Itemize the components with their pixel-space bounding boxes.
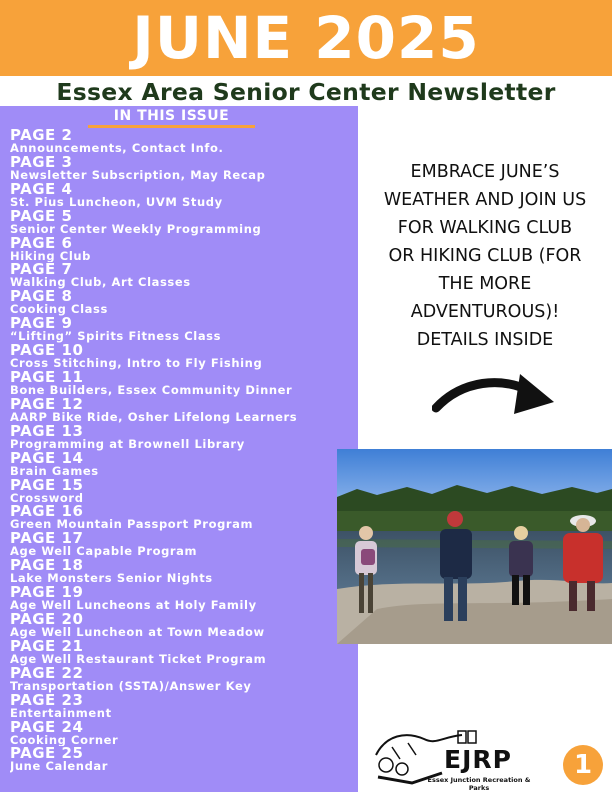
toc-page-number: PAGE 24 (10, 719, 84, 736)
toc-page-number: PAGE 22 (10, 665, 84, 682)
toc-page-number: PAGE 13 (10, 423, 84, 440)
toc-description: Programming at Brownell Library (10, 436, 245, 451)
toc-description: Crossword (10, 490, 84, 505)
promo-line: THE MORE (438, 274, 532, 294)
toc-description: Bone Builders, Essex Community Dinner (10, 383, 293, 397)
newsletter-month-title: JUNE 2025 (132, 4, 480, 72)
toc-page-number: PAGE 9 (10, 316, 73, 333)
hikers-lake-photo (337, 449, 612, 644)
toc-description: Age Well Restaurant Ticket Program (10, 651, 267, 666)
toc-page-number: PAGE 19 (10, 585, 84, 602)
curved-arrow-icon (432, 370, 556, 420)
promo-line: DETAILS INSIDE (416, 330, 554, 350)
newsletter-subtitle: Essex Area Senior Center Newsletter (56, 78, 556, 106)
toc-description: Transportation (SSTA)/Answer Key (10, 678, 252, 693)
toc-item (10, 558, 355, 585)
toc-page-number: PAGE 12 (10, 396, 84, 413)
toc-page-number: PAGE 6 (10, 235, 73, 252)
toc-description: Announcements, Contact Info. (10, 141, 224, 155)
toc-item (10, 128, 355, 155)
toc-item (10, 370, 355, 397)
toc-description: Senior Center Weekly Programming (10, 221, 262, 236)
toc-item (10, 639, 355, 666)
ejrp-logo-name: EJRP (444, 745, 512, 774)
title-banner (0, 0, 612, 76)
toc-page-number: PAGE 2 (10, 128, 73, 144)
toc-item (10, 504, 355, 531)
toc-page-number: PAGE 5 (10, 208, 73, 225)
promo-line: WEATHER AND JOIN US (383, 190, 587, 210)
toc-item (10, 343, 355, 370)
toc-page-number: PAGE 4 (10, 181, 73, 198)
toc-description: Age Well Capable Program (10, 544, 198, 559)
toc-item (10, 478, 355, 505)
toc-page-number: PAGE 21 (10, 638, 84, 655)
toc-description: Cross Stitching, Intro to Fly Fishing (10, 356, 263, 371)
toc-item (10, 209, 355, 236)
toc-description: Green Mountain Passport Program (10, 517, 254, 532)
toc-page-number: PAGE 23 (10, 692, 84, 709)
toc-page-number: PAGE 17 (10, 531, 84, 548)
toc-item (10, 182, 355, 209)
toc-item (10, 424, 355, 451)
toc-item (10, 720, 355, 747)
toc-description: Age Well Luncheon at Town Meadow (10, 625, 265, 639)
ejrp-logo-subtitle: Essex Junction Recreation & Parks (427, 776, 531, 792)
toc-item (10, 397, 355, 424)
toc-page-number: PAGE 3 (10, 154, 73, 171)
toc-item (10, 693, 355, 720)
toc-description: June Calendar (10, 759, 109, 774)
toc-page-number: PAGE 11 (10, 370, 84, 387)
toc-page-number: PAGE 20 (10, 612, 84, 629)
toc-description: Walking Club, Art Classes (10, 275, 191, 290)
toc-description: AARP Bike Ride, Osher Lifelong Learners (10, 409, 298, 424)
toc-page-number: PAGE 14 (10, 450, 84, 467)
toc-item (10, 531, 355, 558)
toc-item (10, 585, 355, 612)
toc-description: Entertainment (10, 705, 112, 720)
toc-description: “Lifting” Spirits Fitness Class (10, 329, 222, 344)
toc-description: Age Well Luncheons at Holy Family (10, 598, 257, 613)
toc-description: Brain Games (10, 463, 99, 478)
toc-item (10, 262, 355, 289)
toc-page-number: PAGE 18 (10, 558, 84, 575)
toc-description: Newsletter Subscription, May Recap (10, 167, 266, 182)
toc-description: Lake Monsters Senior Nights (10, 571, 213, 586)
toc-page-number: PAGE 7 (10, 262, 73, 279)
toc-page-number: PAGE 25 (10, 746, 84, 763)
toc-item (10, 289, 355, 316)
table-of-contents-list (10, 128, 355, 773)
toc-page-number: PAGE 15 (10, 477, 84, 494)
promo-line: EMBRACE JUNE’S (410, 162, 560, 182)
toc-item (10, 236, 355, 263)
page-number-badge: 1 (563, 745, 603, 785)
walking-hiking-club-promo (362, 158, 608, 354)
promo-line: OR HIKING CLUB (FOR (388, 246, 582, 266)
toc-description: Hiking Club (10, 248, 91, 263)
promo-line: FOR WALKING CLUB (397, 218, 573, 238)
toc-description: Cooking Class (10, 302, 108, 317)
toc-item (10, 746, 355, 773)
in-this-issue-heading: IN THIS ISSUE (113, 108, 230, 124)
toc-item (10, 666, 355, 693)
toc-description: St. Pius Luncheon, UVM Study (10, 194, 223, 209)
toc-item (10, 316, 355, 343)
toc-item (10, 451, 355, 478)
promo-line: ADVENTUROUS)! (410, 302, 560, 322)
toc-item (10, 612, 355, 639)
toc-page-number: PAGE 16 (10, 504, 84, 521)
toc-page-number: PAGE 8 (10, 289, 73, 306)
toc-item (10, 155, 355, 182)
toc-page-number: PAGE 10 (10, 343, 84, 360)
toc-description: Cooking Corner (10, 732, 119, 747)
